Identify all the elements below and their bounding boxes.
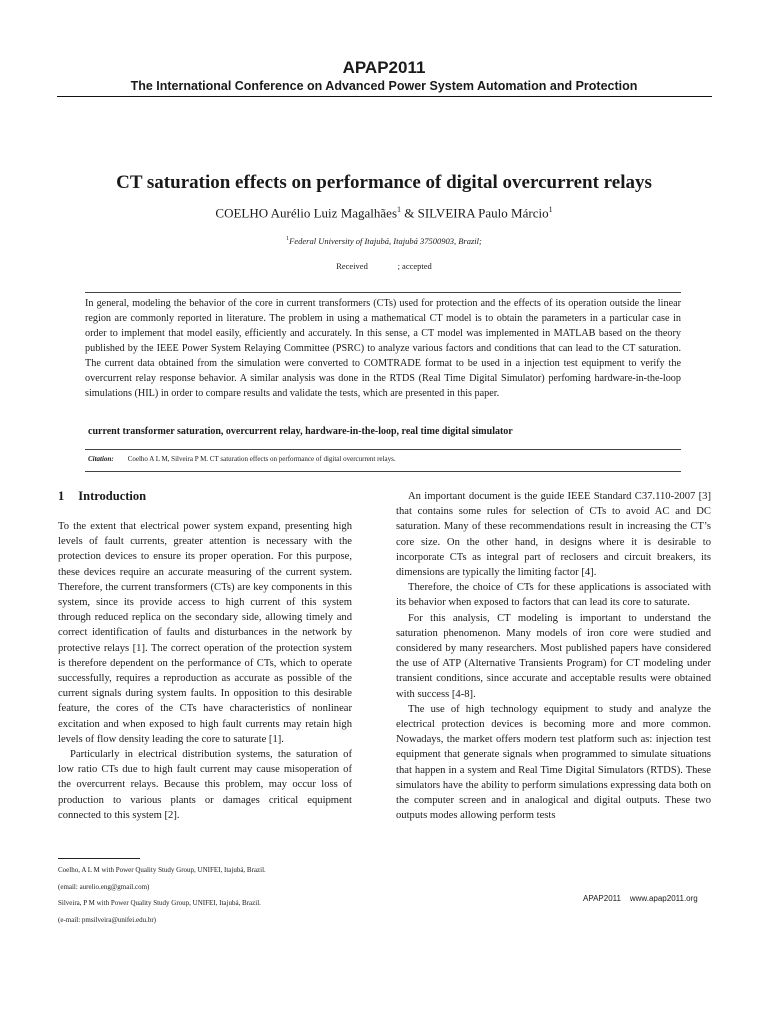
author-1: COELHO Aurélio Luiz Magalhães [215,205,397,221]
footnote-author-2: Silveira, P M with Power Quality Study Group, UNIFEI, Itajubá, Brazil. [58,899,261,907]
author-1-affil-mark: 1 [397,205,401,214]
left-column [58,519,352,823]
keywords: current transformer saturation, overcurrent relay, hardware-in-the-loop, real time digital simulator [88,426,513,437]
author-2: SILVEIRA Paulo Márcio [417,205,549,221]
paragraph: An important document is the guide IEEE Standard C37.110-2007 [3] that contains some rules for selection of CTs to avoid AC and DC saturation. Many of these recommendations result in increasing the CT’s core size. On the other hand, in designs where it is desirable to incorporate CTs as integral part of reclosers and circuit breakers, its dimensions are typically the limiting factor [4]. [396,491,711,579]
paragraph: The use of high technology equipment to study and analyze the electrical protection devices is becoming more and more common. Nowadays, the market offers modern test platform such as: injection test equipment that generate signals when programmed to simulate situations that happen in a system and Real Time Digital Simulators (RTDS). These simulators have the ability to perform simulations expressing data both on the computer screen and in analogical and digital outputs. These two outputs modes allowing perform tests [396,703,711,822]
paper-title: CT saturation effects on performance of digital overcurrent relays [116,172,652,193]
page-footer [583,894,698,903]
section-number: 1 [58,489,65,503]
footnote-divider [58,858,140,859]
footer-url: www.apap2011.org [629,894,698,903]
citation-top-rule [85,449,681,450]
paragraph: Particularly in electrical distribution systems, the saturation of low ratio CTs due to high fault current may cause misoperation of the overcurrent relays. Because this problem, may occur loss of production to various plants or damages critical equipment connected to this system [2]. [58,749,352,821]
paragraph: To the extent that electrical power system expand, presenting high levels of fault currents, greater attention is necessary with the protection devices to ensure its proper operation. For this purpose, these devices require an accurate measuring of the current system. Therefore, the current transformers (CTs) are key components in this system, since its provide access to high current of this system through reduced replica on the secondary side, allowing timely and correct identification of faults and disturbances in the network by protective relays [1]. The correct operation of the protection system is therefore dependent on the performance of CTs, which to operate successfully, requires a reproduction as accurate as possible of the current signals during system faults. In opposition to this desirable feature, the cores of the CTs have characteristics of nonlinear excitation and when exposed to high fault currents may retain high levels of flow density leading the core to saturate [1]. [58,521,352,745]
footer-conference: APAP2011 [583,894,621,903]
section-title: Introduction [78,489,147,503]
affiliation-text: Federal University of Itajubá, Itajubá 37500903, Brazil; [289,236,482,246]
citation-bottom-rule [85,471,681,472]
footnote-email-1: (email: aurelio.eng@gmail.com) [58,883,150,891]
author-2-affil-mark: 1 [548,205,553,214]
affiliation [0,236,768,246]
author-separator: & [401,205,418,221]
section-heading [58,489,146,504]
footnote-author-1: Coelho, A L M with Power Quality Study Group, UNIFEI, Itajubá, Brazil. [58,866,266,874]
paragraph: Therefore, the choice of CTs for these applications is associated with its behavior when exposed to factors that can lead its core to saturate. [396,582,711,609]
header-divider [57,96,712,97]
citation-label: Citation: [88,455,114,463]
right-column [396,489,711,823]
received-line: Received ; accepted [336,261,432,271]
paragraph: For this analysis, CT modeling is important to understand the saturation phenomenon. Many models of iron core were studied and considered by many researchers. Most published papers have considered the use of ATP (Alternative Transients Program) for CT modeling under transient conditions, since accurate and acceptable results were obtained with success [4-8]. [396,612,711,700]
author-line [0,205,768,221]
citation-text: Coelho A L M, Silveira P M. CT saturation effects on performance of digital overcurrent relays. [127,455,396,463]
conference-short-name: APAP2011 [342,58,426,77]
footnote-email-2: (e-mail: pmsilveira@unifei.edu.br) [58,916,156,924]
affiliation-mark: 1 [286,236,290,243]
conference-full-name: The International Conference on Advanced Power System Automation and Protection [130,79,638,93]
citation [88,455,396,463]
abstract-top-rule [85,292,681,293]
abstract: In general, modeling the behavior of the core in current transformers (CTs) used for protection and the effects of its operation outside the linear region are commonly reported in literature. The problem in using a mathematical CT model is to obtain the parameters in a particular case in order to implement that model easily, efficiently and accurately. In this sense, a CT model was implemented in MATLAB based on the theory published by the IEEE Power System Relaying Committee (PSRC) to analyze various factors and conditions that can lead to the CT saturation. The current data obtained from the simulation were converted to COMTRADE format to be used in a injection test equipment to verify the overcurrent relay response behavior. A similar analysis was done in the RTDS (Real Time Digital Simulator) perfoming hardware-in-the-loop simulations (HIL) in order to compare results and validate the tests, which are presented in this paper. [85,298,681,399]
